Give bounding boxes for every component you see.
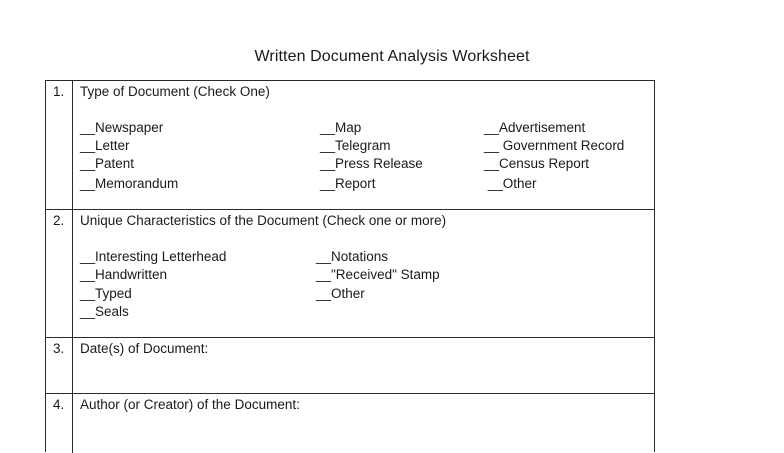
option-newspaper[interactable]: __Newspaper — [80, 120, 164, 135]
option-notations[interactable]: __Notations — [316, 249, 389, 264]
section-heading: Author (or Creator) of the Document: — [80, 397, 300, 412]
option-interesting-letterhead[interactable]: __Interesting Letterhead — [80, 249, 227, 264]
option-report[interactable]: __Report — [320, 176, 376, 191]
section-number-cell — [46, 210, 73, 337]
option-seals[interactable]: __Seals — [80, 304, 129, 319]
section-unique-characteristics — [46, 210, 654, 338]
section-number-cell — [46, 81, 73, 209]
option-press-release[interactable]: __Press Release — [320, 156, 423, 171]
option-patent[interactable]: __Patent — [80, 156, 135, 171]
option-government-record[interactable]: __ Government Record — [484, 138, 625, 153]
option-letter[interactable]: __Letter — [80, 138, 130, 153]
section-author — [46, 394, 654, 453]
option-other[interactable]: __Other — [484, 176, 537, 191]
section-dates — [46, 338, 654, 394]
section-heading: Type of Document (Check One) — [80, 84, 270, 99]
option-advertisement[interactable]: __Advertisement — [484, 120, 586, 135]
section-number-cell — [46, 338, 73, 393]
section-number: 2. — [53, 213, 65, 228]
option-telegram[interactable]: __Telegram — [320, 138, 391, 153]
worksheet-table — [45, 80, 655, 452]
option-typed[interactable]: __Typed — [80, 286, 132, 301]
option-other[interactable]: __Other — [316, 286, 365, 301]
option-received-stamp[interactable]: __"Received" Stamp — [316, 267, 440, 282]
section-number: 1. — [53, 84, 65, 99]
section-number-cell — [46, 394, 73, 453]
section-number: 3. — [53, 341, 65, 356]
section-number: 4. — [53, 397, 65, 412]
option-map[interactable]: __Map — [320, 120, 362, 135]
option-handwritten[interactable]: __Handwritten — [80, 267, 168, 282]
option-census-report[interactable]: __Census Report — [484, 156, 590, 171]
section-heading: Date(s) of Document: — [80, 341, 209, 356]
page-title: Written Document Analysis Worksheet — [254, 48, 530, 65]
option-memorandum[interactable]: __Memorandum — [80, 176, 179, 191]
section-type-of-document — [46, 81, 654, 210]
section-heading: Unique Characteristics of the Document (Check one or more) — [80, 213, 447, 228]
